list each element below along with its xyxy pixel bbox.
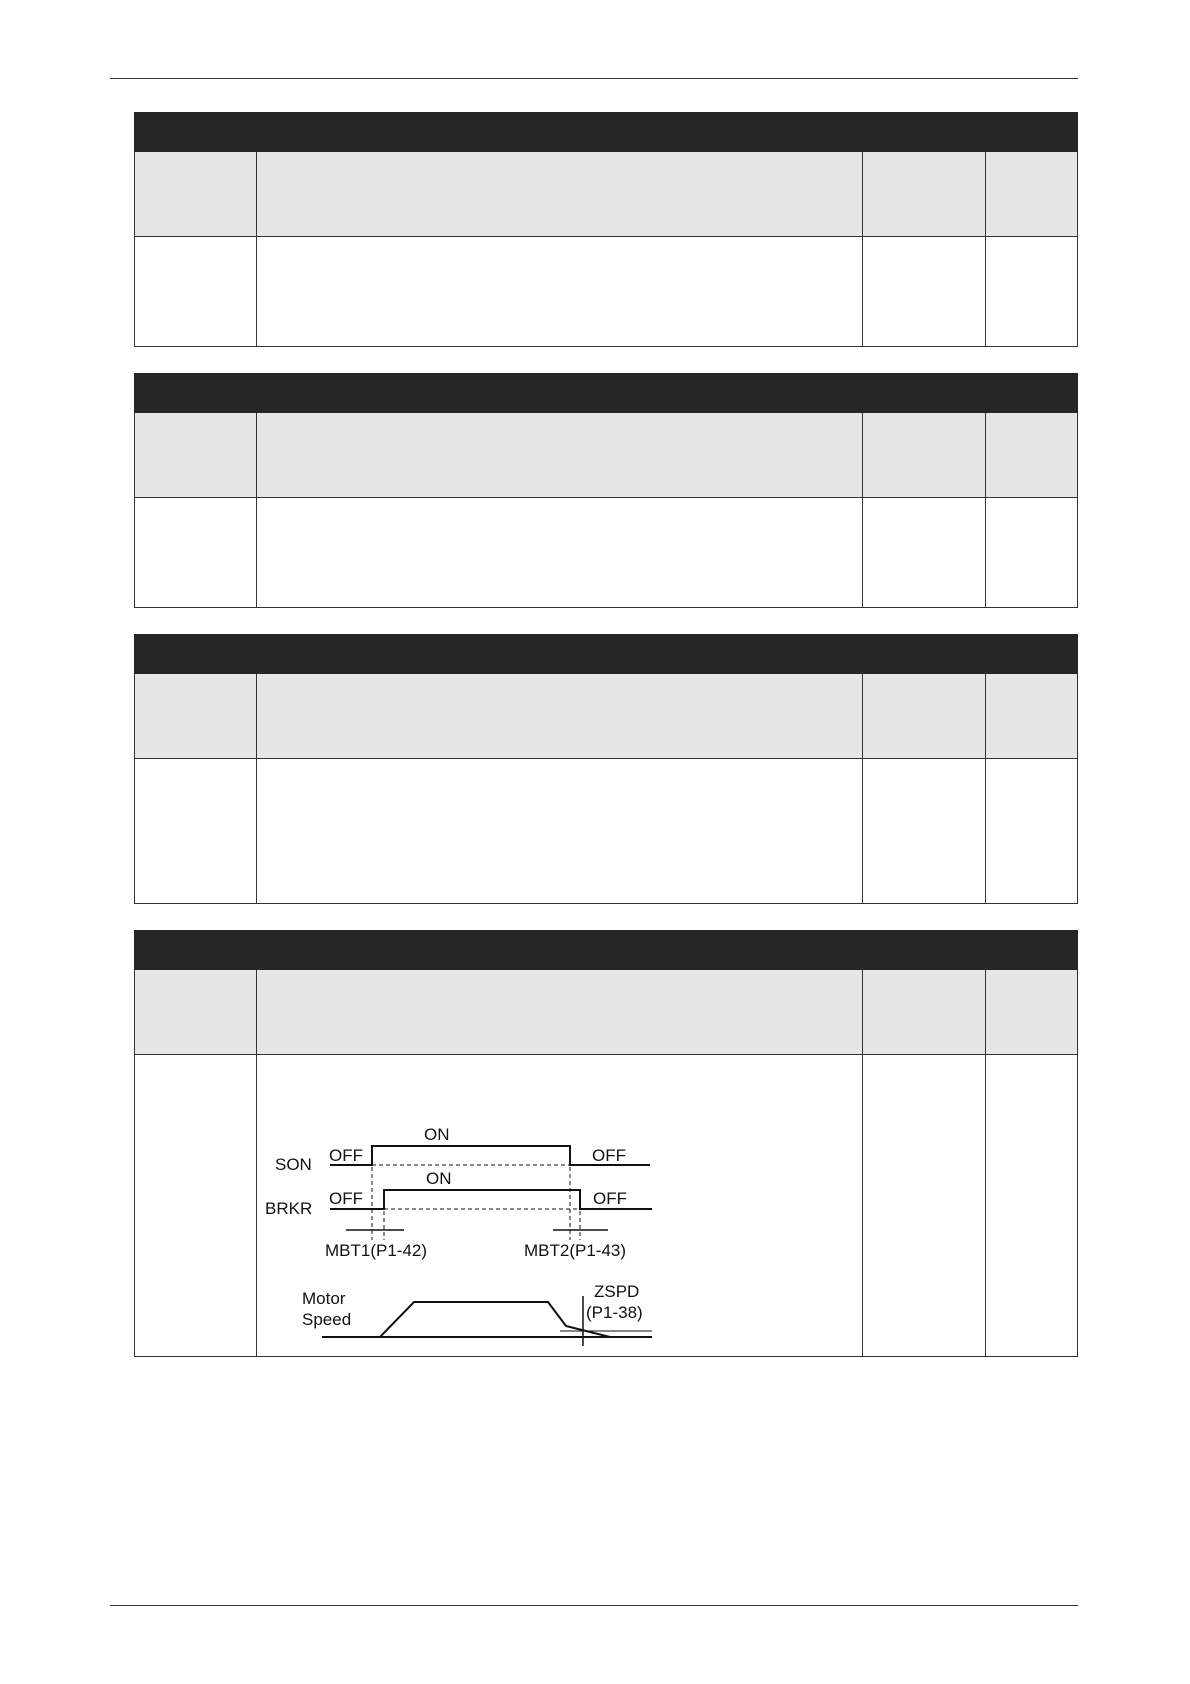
- brake-timing-diagram: [262, 1118, 662, 1348]
- table-cell: [135, 498, 257, 607]
- table-cell: [986, 759, 1077, 903]
- motor-label: Motor: [302, 1289, 346, 1308]
- brkr-off-left-label: OFF: [329, 1189, 363, 1208]
- table-heading-row: [134, 674, 1078, 759]
- brkr-off-right-label: OFF: [593, 1189, 627, 1208]
- son-off-left-label: OFF: [329, 1146, 363, 1165]
- table-cell: [257, 237, 863, 346]
- heading-cell: [986, 413, 1077, 497]
- mbt2-label: MBT2(P1-43): [524, 1241, 627, 1260]
- table-cell: [863, 237, 986, 346]
- heading-cell: [257, 152, 863, 236]
- table-cell: [863, 498, 986, 607]
- speed-label: Speed: [302, 1310, 352, 1329]
- zspd-label: ZSPD: [594, 1282, 640, 1301]
- heading-cell: [863, 152, 986, 236]
- table-cell: [135, 237, 257, 346]
- motor-speed-curve: [380, 1302, 610, 1337]
- table-heading-row: [134, 152, 1078, 237]
- table-header-bar: [134, 112, 1078, 152]
- timing-guides: [372, 1146, 580, 1240]
- table-header-bar: [134, 634, 1078, 674]
- heading-cell: [135, 970, 257, 1054]
- table-cell: [986, 498, 1077, 607]
- son-off-right-label: OFF: [592, 1146, 626, 1165]
- table-cell: [986, 1055, 1077, 1356]
- son-label: SON: [275, 1155, 312, 1174]
- heading-cell: [863, 413, 986, 497]
- table-header-bar: [134, 930, 1078, 970]
- table-heading-row: [134, 970, 1078, 1055]
- table-row: [134, 498, 1078, 608]
- son-on-label: ON: [424, 1125, 450, 1144]
- heading-cell: [863, 970, 986, 1054]
- mbt1-label: MBT1(P1-42): [325, 1241, 428, 1260]
- table-cell: [135, 1055, 257, 1356]
- table-cell: [986, 237, 1077, 346]
- heading-cell: [986, 152, 1077, 236]
- heading-cell: [135, 152, 257, 236]
- heading-cell: [986, 674, 1077, 758]
- parameter-table-2: [134, 373, 1078, 608]
- table-heading-row: [134, 413, 1078, 498]
- heading-cell: [257, 674, 863, 758]
- parameter-table-1: [134, 112, 1078, 347]
- zspd-param-label: (P1-38): [586, 1303, 643, 1322]
- table-row: [134, 237, 1078, 347]
- heading-cell: [863, 674, 986, 758]
- brkr-label: BRKR: [265, 1199, 313, 1218]
- table-cell: [863, 1055, 986, 1356]
- table-row: [134, 759, 1078, 904]
- table-cell: [257, 498, 863, 607]
- table-cell: [863, 759, 986, 903]
- table-cell: [257, 759, 863, 903]
- table-cell: [135, 759, 257, 903]
- heading-cell: [135, 413, 257, 497]
- footer-rule: [110, 1605, 1078, 1606]
- brkr-on-label: ON: [426, 1169, 452, 1188]
- heading-cell: [257, 413, 863, 497]
- table-header-bar: [134, 373, 1078, 413]
- header-rule: [110, 78, 1078, 79]
- heading-cell: [257, 970, 863, 1054]
- parameter-table-3: [134, 634, 1078, 904]
- heading-cell: [135, 674, 257, 758]
- heading-cell: [986, 970, 1077, 1054]
